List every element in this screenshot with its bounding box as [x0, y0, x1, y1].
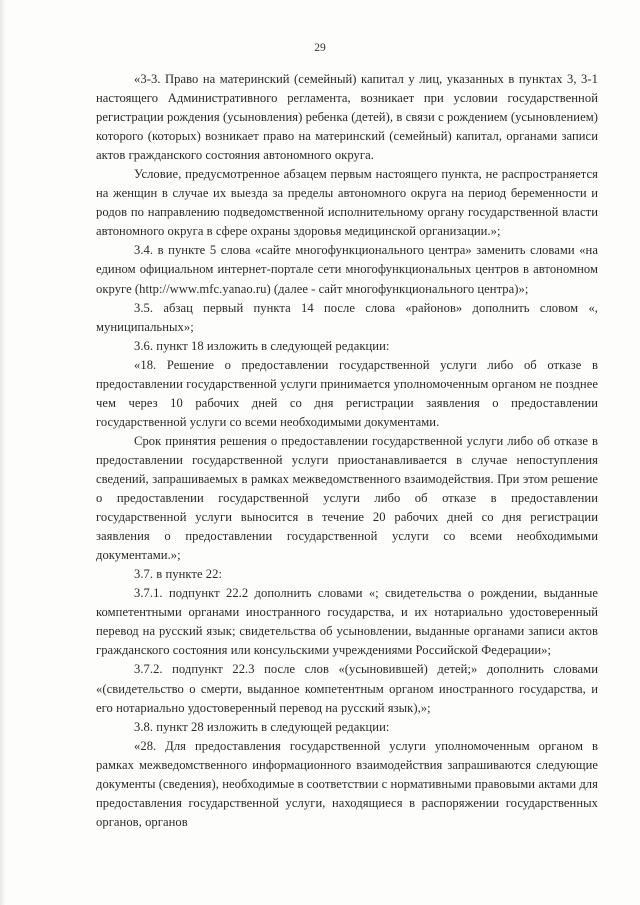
paragraph-3-6: 3.6. пункт 18 изложить в следующей редакции: [134, 338, 390, 353]
paragraph-3-8: 3.8. пункт 28 изложить в следующей редакции: [134, 719, 390, 734]
document-body [96, 70, 598, 832]
paragraph-3-3-condition: Условие, предусмотренное абзацем первым настоящего пункта, не распространяется на женщин в случае их выезда за пределы автономного округа на период беременности и родов по направлению подведомственной исполнительному органу государственной власти автономного округа в сфере охраны здоровья медицинской организации.»; [96, 167, 598, 239]
paragraph-3-5: 3.5. абзац первый пункта 14 после слова «районов» дополнить словом «, муниципальных»; [96, 300, 598, 334]
paragraph-3-4: 3.4. в пункте 5 слова «сайте многофункционального центра» заменить словами «на едином официальном интернет-портале сети многофункциональных центров в автономном округе (http://www.mfc.yanao.ru) (далее - сайт многофункционального центра)»; [96, 243, 598, 296]
paragraph-18-decision: «18. Решение о предоставлении государственной услуги либо об отказе в предоставлении государственной услуги принимается уполномоченным органом не позднее чем через 10 рабочих дней со дня регистрации заявления о предоставлении государственной услуги со всеми необходимыми документами. [96, 357, 598, 429]
paragraph-28-documents: «28. Для предоставления государственной услуги уполномоченным органом в рамках межведомственного информационного взаимодействия запрашиваются следующие документы (сведения), необходимые в соответствии с нормативными правовыми актами для предоставления государственной услуги, находящиеся в распоряжении государственных органов, органов [96, 738, 598, 829]
paragraph-3-7: 3.7. в пункте 22: [134, 567, 223, 582]
page-number: 29 [314, 42, 326, 54]
paragraph-18-deadline: Срок принятия решения о предоставлении государственной услуги либо об отказе в предоставлении государственной услуги приостанавливается в случае непоступления сведений, запрашиваемых в рамках межведомственного взаимодействия. При этом решение о предоставлении государственной услуги либо об отказе в предоставлении государственной услуги выносится в течение 20 рабочих дней со дня регистрации заявления о предоставлении государственной услуги со всеми необходимыми документами.»; [96, 433, 598, 563]
paragraph-3-7-1: 3.7.1. подпункт 22.2 дополнить словами «; свидетельства о рождении, выданные компетентными органами иностранного государства, и их нотариально удостоверенный перевод на русский язык; свидетельства об усыновлении, выданные органами записи актов гражданского состояния или консульскими учреждениями Российской Федерации»; [96, 586, 598, 658]
scan-edge-shadow [0, 0, 6, 905]
paragraph-3-3-right: «3-3. Право на материнский (семейный) капитал у лиц, указанных в пунктах 3, 3-1 настоящего Административного регламента, возникает при условии государственной регистрации рождения (усыновления) ребенка (детей), в связи с рождением (усыновлением) которого (которых) возникает право на материнский (семейный) капитал, органами записи актов гражданского состояния автономного округа. [96, 72, 598, 163]
paragraph-3-7-2: 3.7.2. подпункт 22.3 после слов «(усыновившей) детей;» дополнить словами «(свидетельство о смерти, выданное компетентным органом иностранного государства, и его нотариально удостоверенный перевод на русский язык),»; [96, 662, 598, 715]
